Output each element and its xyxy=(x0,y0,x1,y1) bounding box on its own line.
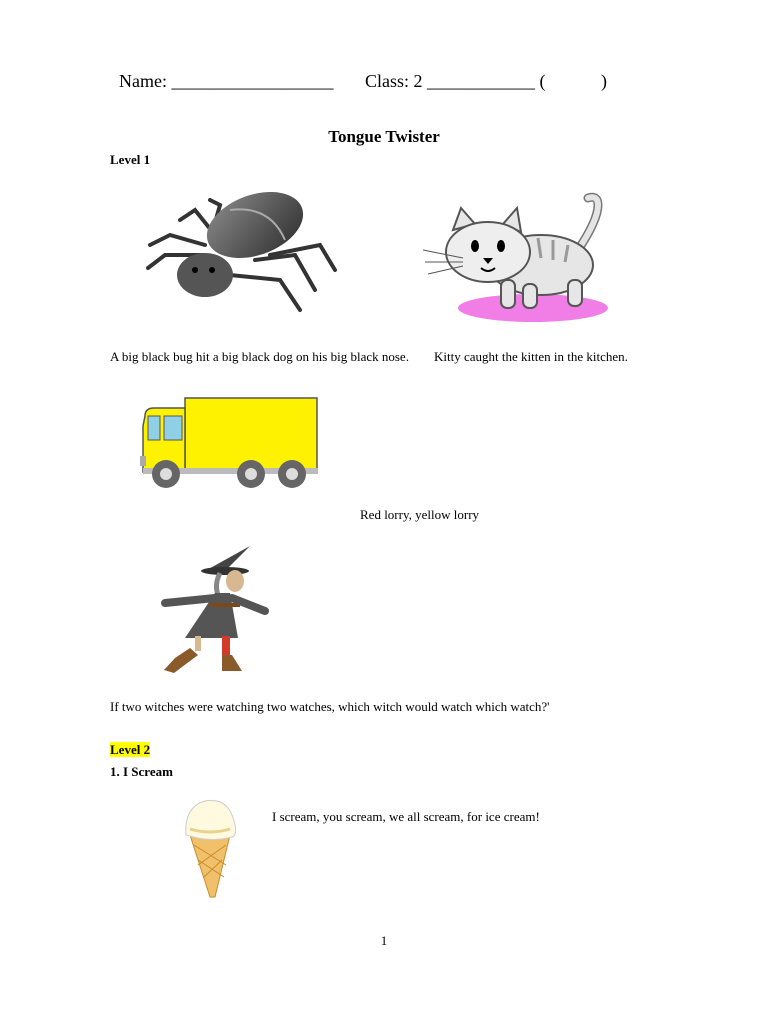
paren-close-text: ) xyxy=(601,71,607,91)
class-field-label: Class: 2 ____________ ( xyxy=(365,71,546,91)
name-field-label: Name: __________________ xyxy=(119,71,334,91)
bug-image xyxy=(110,180,365,330)
kitty-twister-text: Kitty caught the kitten in the kitchen. xyxy=(434,349,628,364)
class-field xyxy=(356,50,546,92)
level-2-highlight: Level 2 xyxy=(110,742,151,757)
cat-image xyxy=(393,180,623,330)
ice-cream-image xyxy=(180,795,240,903)
witch-image xyxy=(160,543,272,676)
i-scream-title: 1. I Scream xyxy=(110,764,173,779)
bug-twister-text: A big black bug hit a big black dog on his big black nose. xyxy=(110,349,409,364)
page-number: 1 xyxy=(380,933,388,948)
lorry-image xyxy=(140,396,320,491)
page-title: Tongue Twister xyxy=(328,127,440,146)
name-class-line xyxy=(110,50,333,92)
lorry-twister-text: Red lorry, yellow lorry xyxy=(360,507,480,522)
class-paren-close xyxy=(592,50,607,92)
level-2-heading xyxy=(110,742,150,758)
witch-twister-text: If two witches were watching two watches, which witch would watch which watch?' xyxy=(110,699,550,714)
i-scream-text: I scream, you scream, we all scream, for ice cream! xyxy=(272,809,540,824)
level-1-heading: Level 1 xyxy=(110,152,151,167)
